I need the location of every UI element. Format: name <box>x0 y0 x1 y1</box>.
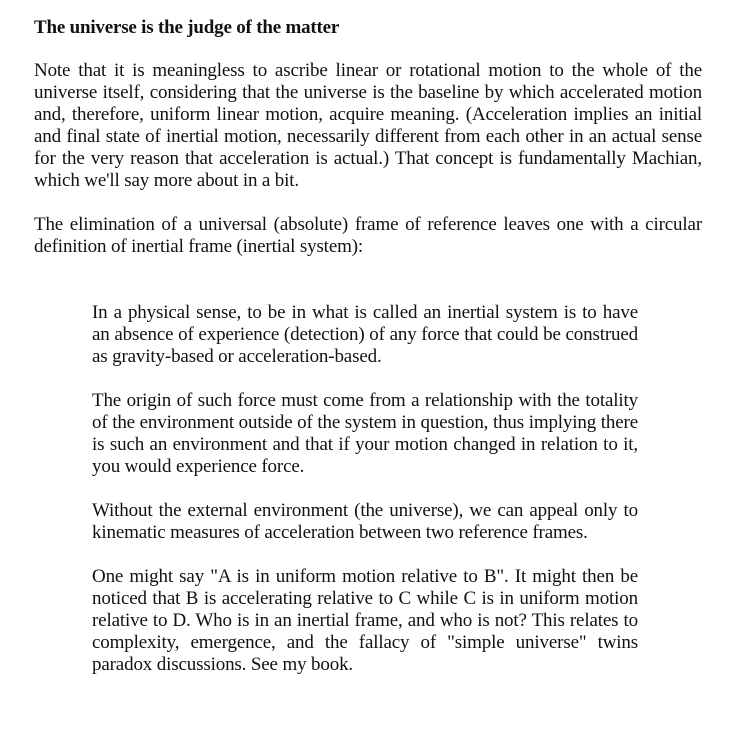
quote-paragraph-inertial-system: In a physical sense, to be in what is called an inertial system is to have an absence of experience (detection) of any force that could be construed as gravity-based or acceleration-based. <box>92 302 638 367</box>
section-heading: The universe is the judge of the matter <box>34 17 340 38</box>
quote-paragraph-origin-of-force: The origin of such force must come from a relationship with the totality of the environment outside of the system in question, thus implying there is such an environment and that if your motion changed in relation to it, you would experience force. <box>92 390 638 477</box>
paragraph-circular-definition: The elimination of a universal (absolute) frame of reference leaves one with a circular definition of inertial frame (inertial system): <box>34 214 702 257</box>
quote-paragraph-kinematic-measures: Without the external environment (the universe), we can appeal only to kinematic measures of acceleration between two reference frames. <box>92 500 638 543</box>
document-page <box>34 17 702 698</box>
block-quote <box>92 302 638 676</box>
paragraph-machian: Note that it is meaningless to ascribe linear or rotational motion to the whole of the universe itself, considering that the universe is the baseline by which accelerated motion and, therefore, uniform linear motion, acquire meaning. (Acceleration implies an initial and final state of inertial motion, necessarily different from each other in an actual sense for the very reason that acceleration is actual.) That concept is fundamentally Machian, which we'll say more about in a bit. <box>34 60 702 191</box>
quote-paragraph-relative-motion: One might say "A is in uniform motion relative to B". It might then be noticed that B is accelerating relative to C while C is in uniform motion relative to D. Who is in an inertial frame, and who is not? This relates to complexity, emergence, and the fallacy of "simple universe" twins paradox discussions. See my book. <box>92 566 638 675</box>
